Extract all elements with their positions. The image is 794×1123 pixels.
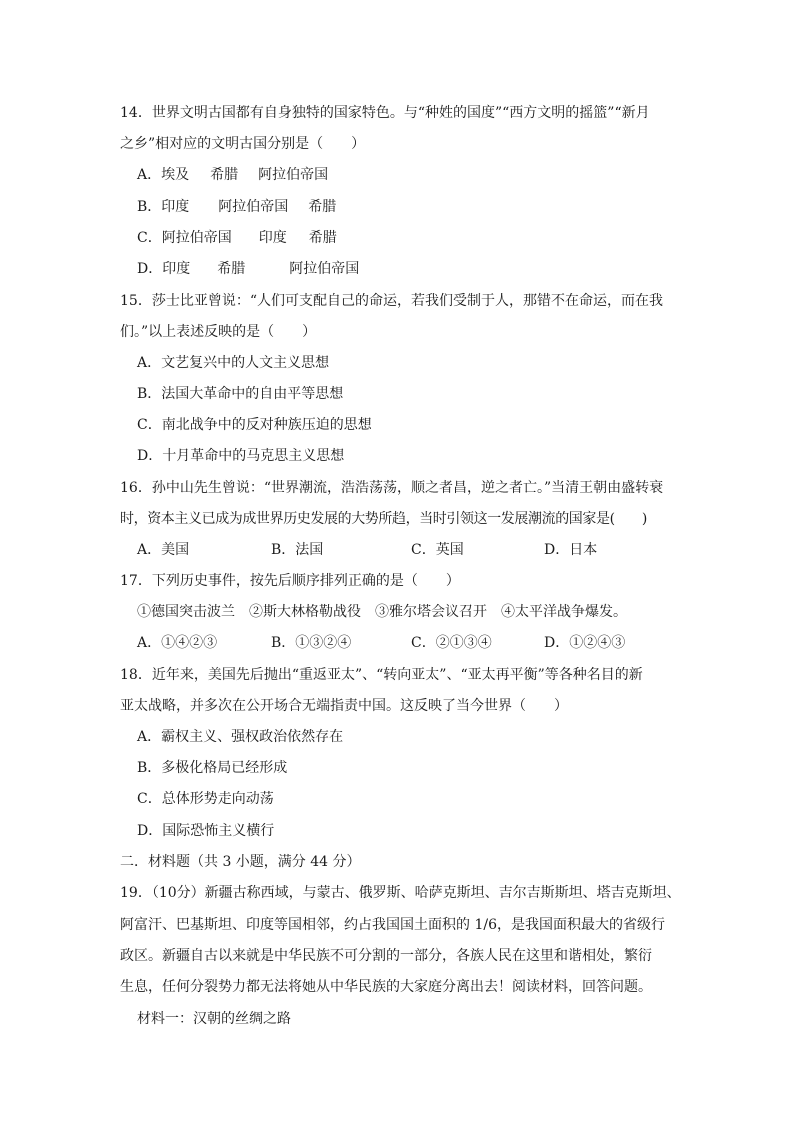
option-text: 美国	[161, 542, 190, 558]
option-text: 总体形势走向动荡	[161, 791, 274, 807]
option-text: 国际恐怖主义横行	[162, 823, 275, 839]
option-text: 日本	[569, 542, 598, 558]
question-16-line-2: 时，资本主义已成为成世界历史发展的大势所趋，当时引领这一发展潮流的国家是( )	[120, 511, 647, 527]
option-label: D．	[544, 542, 570, 558]
question-16-option-b[interactable]	[271, 541, 323, 559]
question-text: 莎士比亚曾说：“人们可支配自己的命运，若我们受制于人，那错不在命运，而在我	[151, 293, 663, 309]
question-15-line-1	[120, 292, 663, 310]
question-text: 近年来，美国先后抛出“重返亚太”、“转向亚太”、“亚太再平衡”等各种名目的新	[151, 667, 643, 683]
option-part: 阿拉伯帝国	[258, 167, 329, 183]
option-label: C．	[137, 230, 162, 246]
question-text: 孙中山先生曾说：“世界潮流，浩浩荡荡，顺之者昌，逆之者亡。”当清王朝由盛转衰	[151, 480, 664, 496]
question-17-option-b[interactable]	[271, 634, 351, 652]
option-label: A．	[137, 729, 162, 745]
question-15-option-d[interactable]	[137, 447, 344, 465]
question-number: 16．	[120, 480, 152, 496]
option-label: D．	[137, 261, 163, 277]
question-17-events: ①德国突击波兰 ②斯大林格勒战役 ③雅尔塔会议召开 ④太平洋战争爆发。	[137, 604, 627, 620]
material-one-title: 材料一：汉朝的丝绸之路	[137, 1011, 291, 1027]
option-label: C．	[137, 791, 162, 807]
option-label: C．	[411, 542, 436, 558]
option-text: 文艺复兴中的人文主义思想	[161, 355, 330, 371]
option-label: D．	[137, 823, 163, 839]
option-label: B．	[271, 635, 296, 651]
option-part: 埃及	[161, 167, 190, 183]
question-19-line-1: 19．（10分）新疆古称西域，与蒙古、俄罗斯、哈萨克斯坦、吉尔吉斯斯坦、塔吉克斯坦、	[120, 885, 681, 901]
question-18-option-d[interactable]	[137, 822, 274, 840]
option-part: 希腊	[217, 261, 246, 277]
question-14-option-d[interactable]	[137, 260, 359, 278]
option-text: 十月革命中的马克思主义思想	[162, 448, 345, 464]
question-16-option-a[interactable]	[137, 541, 189, 559]
question-14-option-a[interactable]	[137, 166, 328, 184]
question-number: 17．	[120, 573, 152, 589]
option-text: 霸权主义、强权政治依然存在	[161, 729, 344, 745]
option-text: 法国	[295, 542, 324, 558]
question-17-option-a[interactable]	[137, 634, 217, 652]
question-19-line-2: 阿富汗、巴基斯坦、印度等国相邻，约占我国国土面积的 1/6，是我国面积最大的省级行	[120, 917, 665, 933]
option-text: ①②④③	[569, 635, 626, 651]
question-14-line-2: 之乡”相对应的文明古国分别是（ ）	[120, 136, 366, 152]
question-14-line-1	[120, 104, 650, 122]
option-label: D．	[544, 635, 570, 651]
question-18-line-1	[120, 666, 643, 684]
question-19-line-4: 生息，任何分裂势力都无法将她从中华民族的大家庭分离出去！阅读材料，回答问题。	[120, 979, 652, 995]
question-18-option-b[interactable]	[137, 759, 287, 777]
option-label: C．	[411, 635, 436, 651]
option-part: 希腊	[308, 230, 337, 246]
section-heading: 二．材料题（共 3 小题，满分 44 分）	[120, 854, 361, 870]
question-18-option-c[interactable]	[137, 790, 274, 808]
question-16-line-1	[120, 479, 663, 497]
question-number: 18．	[120, 667, 152, 683]
question-19-line-3: 政区。新疆自古以来就是中华民族不可分割的一部分，各族人民在这里和谐相处，繁衍	[120, 948, 652, 964]
option-text: ①④②③	[161, 635, 218, 651]
option-part: 希腊	[210, 167, 239, 183]
option-part: 印度	[161, 199, 190, 215]
option-text: 南北战争中的反对种族压迫的思想	[161, 417, 372, 433]
question-16-option-c[interactable]	[411, 541, 464, 559]
question-15-option-b[interactable]	[137, 385, 343, 403]
option-part: 阿拉伯帝国	[289, 261, 360, 277]
question-number: 14．	[120, 105, 152, 121]
question-17-option-c[interactable]	[411, 634, 492, 652]
question-15-option-a[interactable]	[137, 354, 329, 372]
option-text: 英国	[435, 542, 464, 558]
question-15-option-c[interactable]	[137, 416, 372, 434]
question-number: 15．	[120, 293, 152, 309]
option-text: ①③②④	[295, 635, 352, 651]
question-18-line-2: 亚太战略，并多次在公开场合无端指责中国。这反映了当今世界（ ）	[120, 698, 568, 714]
option-label: A．	[137, 542, 162, 558]
option-label: A．	[137, 635, 162, 651]
option-text: 法国大革命中的自由平等思想	[161, 386, 344, 402]
option-text: ②①③④	[435, 635, 492, 651]
option-label: C．	[137, 417, 162, 433]
option-label: B．	[137, 760, 162, 776]
question-17-line-1	[120, 572, 460, 590]
option-part: 印度	[258, 230, 287, 246]
option-label: B．	[271, 542, 296, 558]
option-label: B．	[137, 386, 162, 402]
option-part: 印度	[162, 261, 191, 277]
question-14-option-c[interactable]	[137, 229, 337, 247]
question-text: 世界文明古国都有自身独特的国家特色。与“种姓的国度”“西方文明的摇篮”“新月	[151, 105, 650, 121]
option-part: 阿拉伯帝国	[161, 230, 232, 246]
question-16-option-d[interactable]	[544, 541, 597, 559]
question-17-option-d[interactable]	[544, 634, 625, 652]
option-label: B．	[137, 199, 162, 215]
option-label: A．	[137, 355, 162, 371]
question-15-line-2: 们。”以上表述反映的是（ ）	[120, 324, 317, 340]
option-part: 希腊	[308, 199, 337, 215]
option-label: A．	[137, 167, 162, 183]
question-text: 下列历史事件，按先后顺序排列正确的是（ ）	[151, 573, 460, 589]
option-part: 阿拉伯帝国	[218, 199, 289, 215]
question-18-option-a[interactable]	[137, 728, 343, 746]
question-14-option-b[interactable]	[137, 198, 336, 216]
option-label: D．	[137, 448, 163, 464]
option-text: 多极化格局已经形成	[161, 760, 288, 776]
